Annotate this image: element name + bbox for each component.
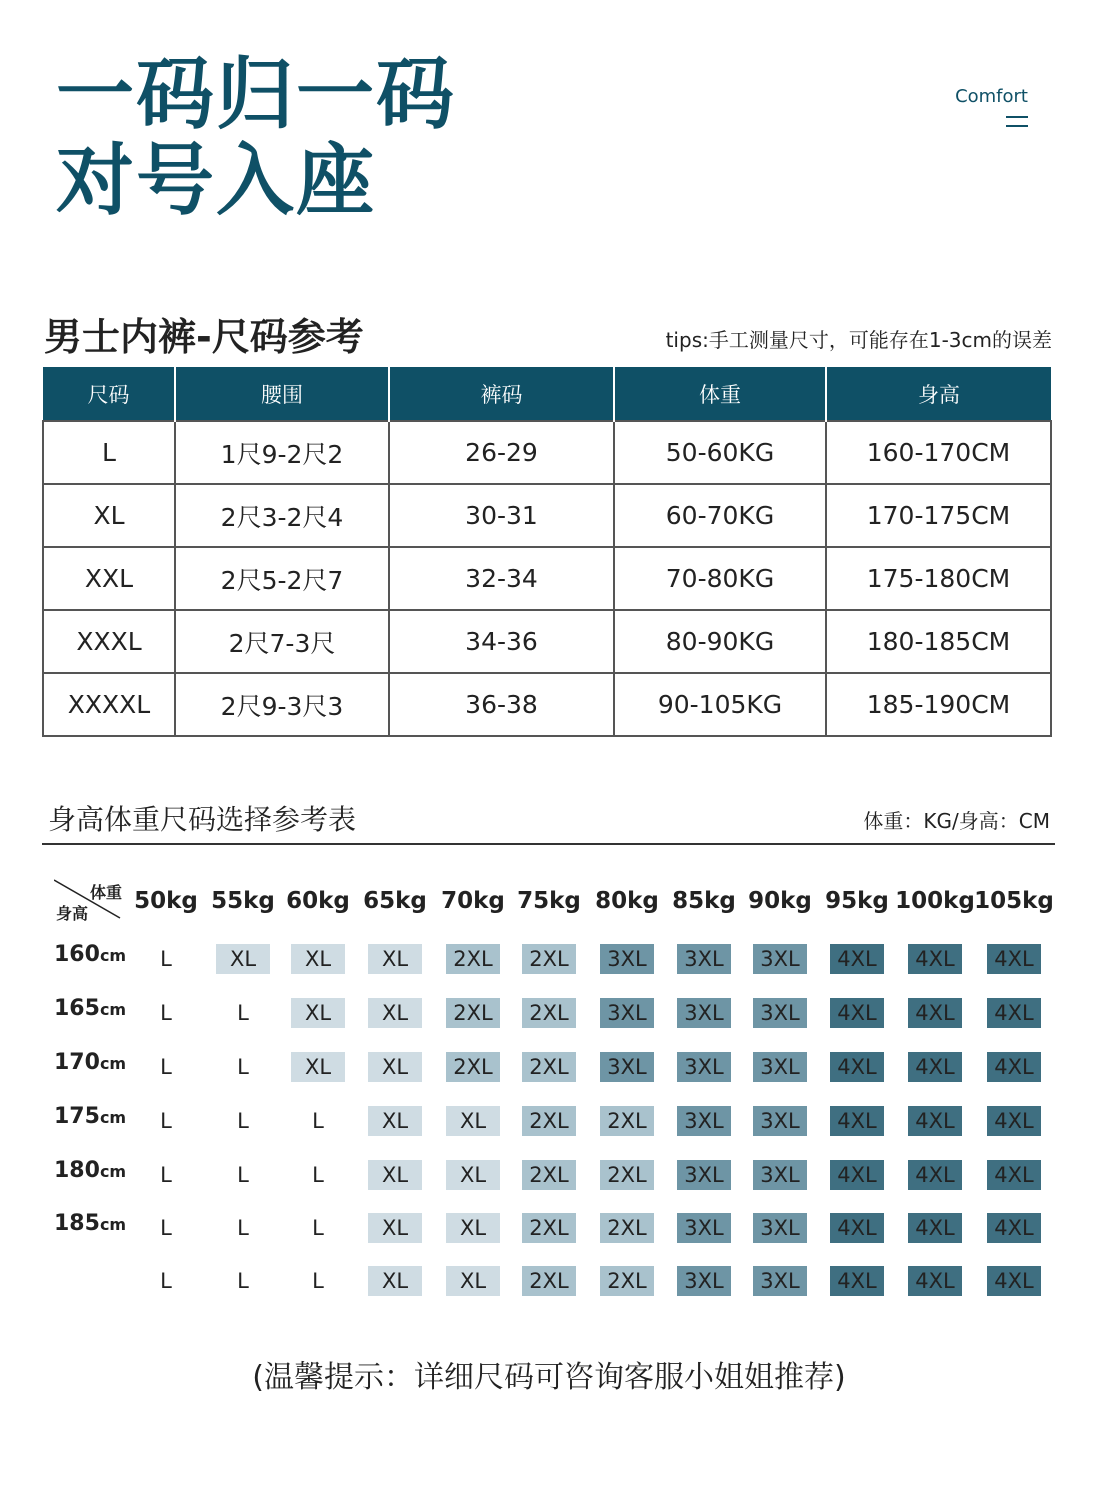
height-header (54, 1158, 126, 1183)
table-cell: 1尺9-2尺2 (175, 421, 389, 484)
weight-header: 70kg (441, 888, 505, 914)
size-cell: XL (216, 944, 270, 974)
size-cell: 3XL (753, 1266, 807, 1296)
size-cell: 4XL (908, 944, 962, 974)
corner-height-label: 身高 (56, 904, 89, 923)
size-cell: 4XL (987, 1266, 1041, 1296)
size-cell: 4XL (830, 1160, 884, 1190)
matrix-corner (54, 878, 122, 924)
header-cell: 腰围 (175, 367, 389, 421)
size-cell: XL (368, 998, 422, 1028)
height-header (54, 1104, 126, 1129)
table-cell: XXL (43, 547, 175, 610)
size-cell: L (312, 1216, 324, 1240)
size-cell: 2XL (600, 1266, 654, 1296)
height-value: 160 (54, 942, 100, 967)
size-cell: L (160, 1001, 172, 1025)
size-cell: L (237, 1055, 249, 1079)
brand-name: Comfort (955, 86, 1028, 107)
size-cell: 3XL (753, 998, 807, 1028)
size-cell: 3XL (600, 944, 654, 974)
size-cell: XL (291, 1052, 345, 1082)
weight-header: 55kg (211, 888, 275, 914)
weight-header: 85kg (672, 888, 736, 914)
hero-title (56, 52, 456, 224)
size-cell: L (160, 1216, 172, 1240)
size-cell: 2XL (446, 944, 500, 974)
size-cell: L (312, 1269, 324, 1293)
table-cell: 170-175CM (826, 484, 1051, 547)
weight-header: 65kg (363, 888, 427, 914)
hero-line-1: 一码归一码 (56, 50, 457, 140)
size-cell: 4XL (830, 998, 884, 1028)
size-cell: XL (368, 1213, 422, 1243)
size-cell: 4XL (908, 998, 962, 1028)
weight-header: 80kg (595, 888, 659, 914)
weight-header: 90kg (748, 888, 812, 914)
size-cell: 3XL (677, 1106, 731, 1136)
table-cell: XXXL (43, 610, 175, 673)
height-value: 165 (54, 996, 100, 1021)
size-cell: XL (446, 1106, 500, 1136)
size-cell: 2XL (522, 1213, 576, 1243)
table-cell: 32-34 (389, 547, 614, 610)
size-cell: 2XL (600, 1213, 654, 1243)
table-cell: 50-60KG (614, 421, 826, 484)
matrix-units: 体重：KG/身高：CM (863, 809, 1050, 833)
table-cell: 2尺5-2尺7 (175, 547, 389, 610)
height-header (54, 942, 126, 967)
size-cell: 2XL (522, 998, 576, 1028)
size-cell: 4XL (987, 1052, 1041, 1082)
size-cell: XL (368, 1106, 422, 1136)
size-cell: 3XL (677, 1160, 731, 1190)
divider (42, 843, 1055, 845)
table-cell: 180-185CM (826, 610, 1051, 673)
size-cell: XL (368, 1160, 422, 1190)
weight-header: 95kg (825, 888, 889, 914)
size-chart-tips: tips:手工测量尺寸，可能存在1-3cm的误差 (665, 328, 1052, 352)
size-cell: 3XL (677, 1266, 731, 1296)
table-cell: 26-29 (389, 421, 614, 484)
table-cell: 90-105KG (614, 673, 826, 736)
table-row (43, 421, 1051, 484)
size-cell: 4XL (908, 1052, 962, 1082)
size-cell: L (160, 1269, 172, 1293)
size-cell: L (237, 1109, 249, 1133)
header-cell: 体重 (614, 367, 826, 421)
height-value: 180 (54, 1158, 100, 1183)
size-cell: 2XL (522, 1266, 576, 1296)
table-cell: 2尺7-3尺 (175, 610, 389, 673)
size-cell: 3XL (753, 1160, 807, 1190)
table-cell: 80-90KG (614, 610, 826, 673)
weight-header: 50kg (134, 888, 198, 914)
table-cell: 160-170CM (826, 421, 1051, 484)
size-cell: 2XL (522, 1160, 576, 1190)
size-cell: XL (446, 1160, 500, 1190)
size-cell: L (160, 1055, 172, 1079)
size-cell: L (160, 947, 172, 971)
size-cell: 3XL (753, 944, 807, 974)
size-cell: 4XL (830, 1266, 884, 1296)
size-cell: 2XL (522, 1052, 576, 1082)
table-cell: 2尺3-2尺4 (175, 484, 389, 547)
size-cell: L (237, 1163, 249, 1187)
size-chart-title: 男士内裤-尺码参考 (44, 315, 364, 359)
size-cell: 3XL (753, 1213, 807, 1243)
size-cell: 4XL (908, 1106, 962, 1136)
height-header (54, 1050, 126, 1075)
size-cell: L (312, 1109, 324, 1133)
table-cell: 34-36 (389, 610, 614, 673)
height-unit: cm (99, 1162, 127, 1181)
size-cell: 4XL (908, 1213, 962, 1243)
header-cell: 身高 (826, 367, 1051, 421)
table-cell: 30-31 (389, 484, 614, 547)
size-cell: 3XL (677, 1213, 731, 1243)
size-cell: XL (368, 1266, 422, 1296)
size-cell: 4XL (908, 1160, 962, 1190)
size-table (42, 367, 1052, 737)
header-cell: 尺码 (43, 367, 175, 421)
table-cell: 175-180CM (826, 547, 1051, 610)
matrix-title: 身高体重尺码选择参考表 (48, 803, 357, 836)
size-cell: L (237, 1269, 249, 1293)
size-cell: 3XL (600, 998, 654, 1028)
table-row (43, 484, 1051, 547)
size-cell: 2XL (522, 1106, 576, 1136)
size-cell: 3XL (677, 998, 731, 1028)
size-cell: XL (368, 1052, 422, 1082)
weight-header: 105kg (974, 888, 1054, 914)
size-cell: 3XL (753, 1106, 807, 1136)
table-cell: 70-80KG (614, 547, 826, 610)
weight-header: 75kg (517, 888, 581, 914)
size-cell: 2XL (446, 1052, 500, 1082)
table-row (43, 547, 1051, 610)
size-cell: XL (446, 1266, 500, 1296)
table-row (43, 610, 1051, 673)
size-cell: 3XL (753, 1052, 807, 1082)
size-table-header (43, 367, 1051, 421)
weight-header: 100kg (895, 888, 975, 914)
size-cell: L (160, 1109, 172, 1133)
size-cell: 3XL (600, 1052, 654, 1082)
size-cell: 4XL (987, 998, 1041, 1028)
height-value: 170 (54, 1050, 100, 1075)
size-cell: 4XL (987, 1160, 1041, 1190)
size-cell: XL (368, 944, 422, 974)
size-cell: 4XL (830, 1052, 884, 1082)
size-cell: 2XL (522, 944, 576, 974)
size-cell: L (160, 1163, 172, 1187)
size-cell: XL (291, 998, 345, 1028)
height-value: 185 (54, 1211, 100, 1236)
table-cell: 60-70KG (614, 484, 826, 547)
corner-weight-label: 体重 (89, 883, 122, 902)
table-cell: 36-38 (389, 673, 614, 736)
height-unit: cm (99, 1108, 127, 1127)
table-row (43, 673, 1051, 736)
size-cell: 4XL (830, 1106, 884, 1136)
size-cell: 2XL (600, 1106, 654, 1136)
menu-lines-icon (1006, 116, 1028, 134)
height-unit: cm (99, 1000, 127, 1019)
size-cell: XL (291, 944, 345, 974)
table-cell: L (43, 421, 175, 484)
header-cell: 裤码 (389, 367, 614, 421)
size-cell: 3XL (677, 944, 731, 974)
size-cell: L (237, 1216, 249, 1240)
size-cell: L (312, 1163, 324, 1187)
height-value: 175 (54, 1104, 100, 1129)
table-cell: XL (43, 484, 175, 547)
height-unit: cm (99, 1054, 127, 1073)
size-cell: 4XL (830, 944, 884, 974)
table-cell: 2尺9-3尺3 (175, 673, 389, 736)
hero-line-2: 对号入座 (56, 136, 377, 226)
size-cell: 4XL (987, 1213, 1041, 1243)
height-unit: cm (99, 1215, 127, 1234)
height-unit: cm (99, 946, 127, 965)
size-cell: 4XL (830, 1213, 884, 1243)
size-cell: 4XL (908, 1266, 962, 1296)
size-cell: 4XL (987, 1106, 1041, 1136)
footer-note: (温馨提示：详细尺码可咨询客服小姐姐推荐) (252, 1360, 846, 1395)
height-header (54, 1211, 126, 1236)
size-cell: XL (446, 1213, 500, 1243)
size-cell: 3XL (677, 1052, 731, 1082)
weight-header: 60kg (286, 888, 350, 914)
size-cell: L (237, 1001, 249, 1025)
height-header (54, 996, 126, 1021)
table-cell: 185-190CM (826, 673, 1051, 736)
size-cell: 2XL (600, 1160, 654, 1190)
size-cell: 2XL (446, 998, 500, 1028)
table-cell: XXXXL (43, 673, 175, 736)
size-cell: 4XL (987, 944, 1041, 974)
